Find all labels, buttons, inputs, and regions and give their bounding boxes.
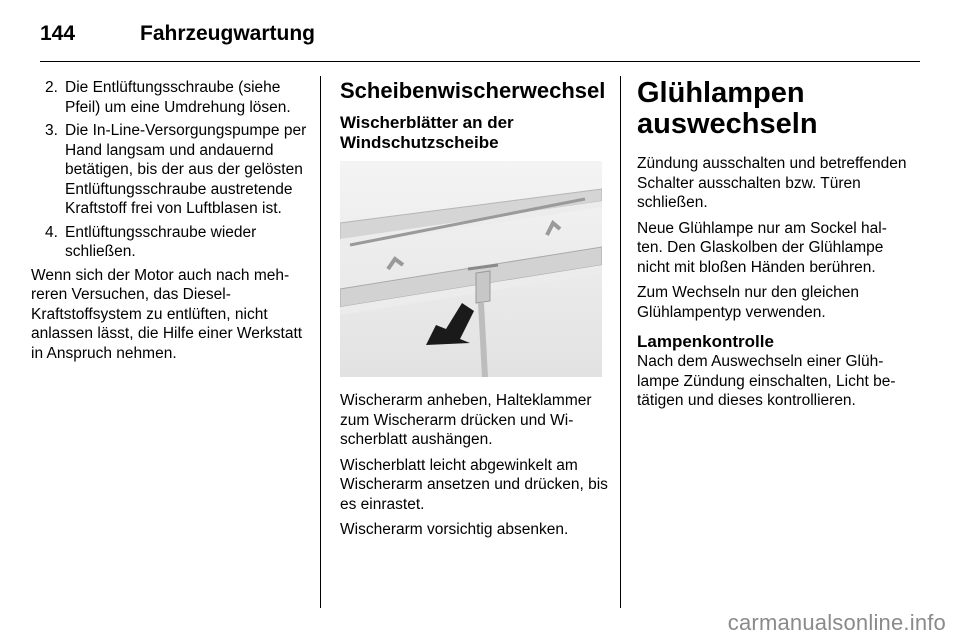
step-list bbox=[31, 78, 307, 262]
section-title-wiper: Scheibenwischerwechsel bbox=[340, 78, 606, 103]
column-right bbox=[637, 78, 907, 417]
step-number: 3. bbox=[45, 122, 58, 139]
page-header bbox=[40, 22, 920, 62]
bleeding-note: Wenn sich der Motor auch nach mehreren Versuchen, das Diesel-Kraftstoffsystem zu entlüften, nicht anlassen lässt, die Hilfe einer Werkstatt in Anspruch nehmen. bbox=[31, 266, 303, 362]
step-number: 2. bbox=[45, 79, 58, 96]
wiper-step-2: Wischerblatt leicht abgewinkelt am Wischerarm ansetzen und drücken, bis es einrastet. bbox=[340, 456, 608, 513]
bulb-paragraph-3: Zum Wechseln nur den gleichen Glühlampentyp verwenden. bbox=[637, 284, 860, 321]
column-left bbox=[31, 78, 307, 369]
step-item bbox=[31, 223, 307, 262]
wiper-arm-illustration bbox=[340, 161, 602, 377]
page-number: 144 bbox=[40, 22, 76, 45]
subsection-title-lamp-check: Lampenkontrolle bbox=[637, 332, 774, 351]
column-middle bbox=[340, 78, 608, 546]
wiper-step-1: Wischerarm anheben, Halteklammer zum Wischerarm drücken und Wischerblatt aushängen. bbox=[340, 392, 592, 448]
step-number: 4. bbox=[45, 223, 58, 241]
step-text: Entlüftungsschraube wieder schließen. bbox=[65, 223, 257, 260]
bulb-paragraph-1: Zündung ausschalten und betreffenden Schalter ausschalten bzw. Türen schließen. bbox=[637, 155, 907, 211]
section-title-bulbs: Glühlampen auswechseln bbox=[637, 77, 818, 140]
step-text: Die Entlüftungsschraube (siehe Pfeil) um eine Umdrehung lösen. bbox=[65, 79, 291, 116]
header-divider bbox=[40, 61, 920, 62]
bulb-paragraph-2: Neue Glühlampe nur am Sockel halten. Den Glaskolben der Glühlampe nicht mit bloßen Händen berühren. bbox=[637, 219, 887, 276]
wiper-step-3: Wischerarm vorsichtig absenken. bbox=[340, 521, 569, 538]
subsection-title-windscreen: Wischerblätter an der Windschutzscheibe bbox=[340, 113, 514, 152]
step-text: Die In-Line-Versorgungspumpe per Hand langsam und andauernd betätigen, bis der aus der gelösten Entlüftungsschraube austretende Kraftstoff frei von Luftblasen ist. bbox=[65, 122, 307, 217]
column-divider-1 bbox=[320, 76, 321, 608]
step-item bbox=[31, 78, 307, 117]
chapter-title: Fahrzeugwartung bbox=[140, 22, 316, 45]
watermark: carmanualsonline.info bbox=[727, 610, 946, 635]
step-item bbox=[31, 121, 307, 219]
column-divider-2 bbox=[620, 76, 621, 608]
lamp-check-text: Nach dem Auswechseln einer Glühlampe Zündung einschalten, Licht betätigen und dieses kontrollieren. bbox=[637, 353, 896, 409]
